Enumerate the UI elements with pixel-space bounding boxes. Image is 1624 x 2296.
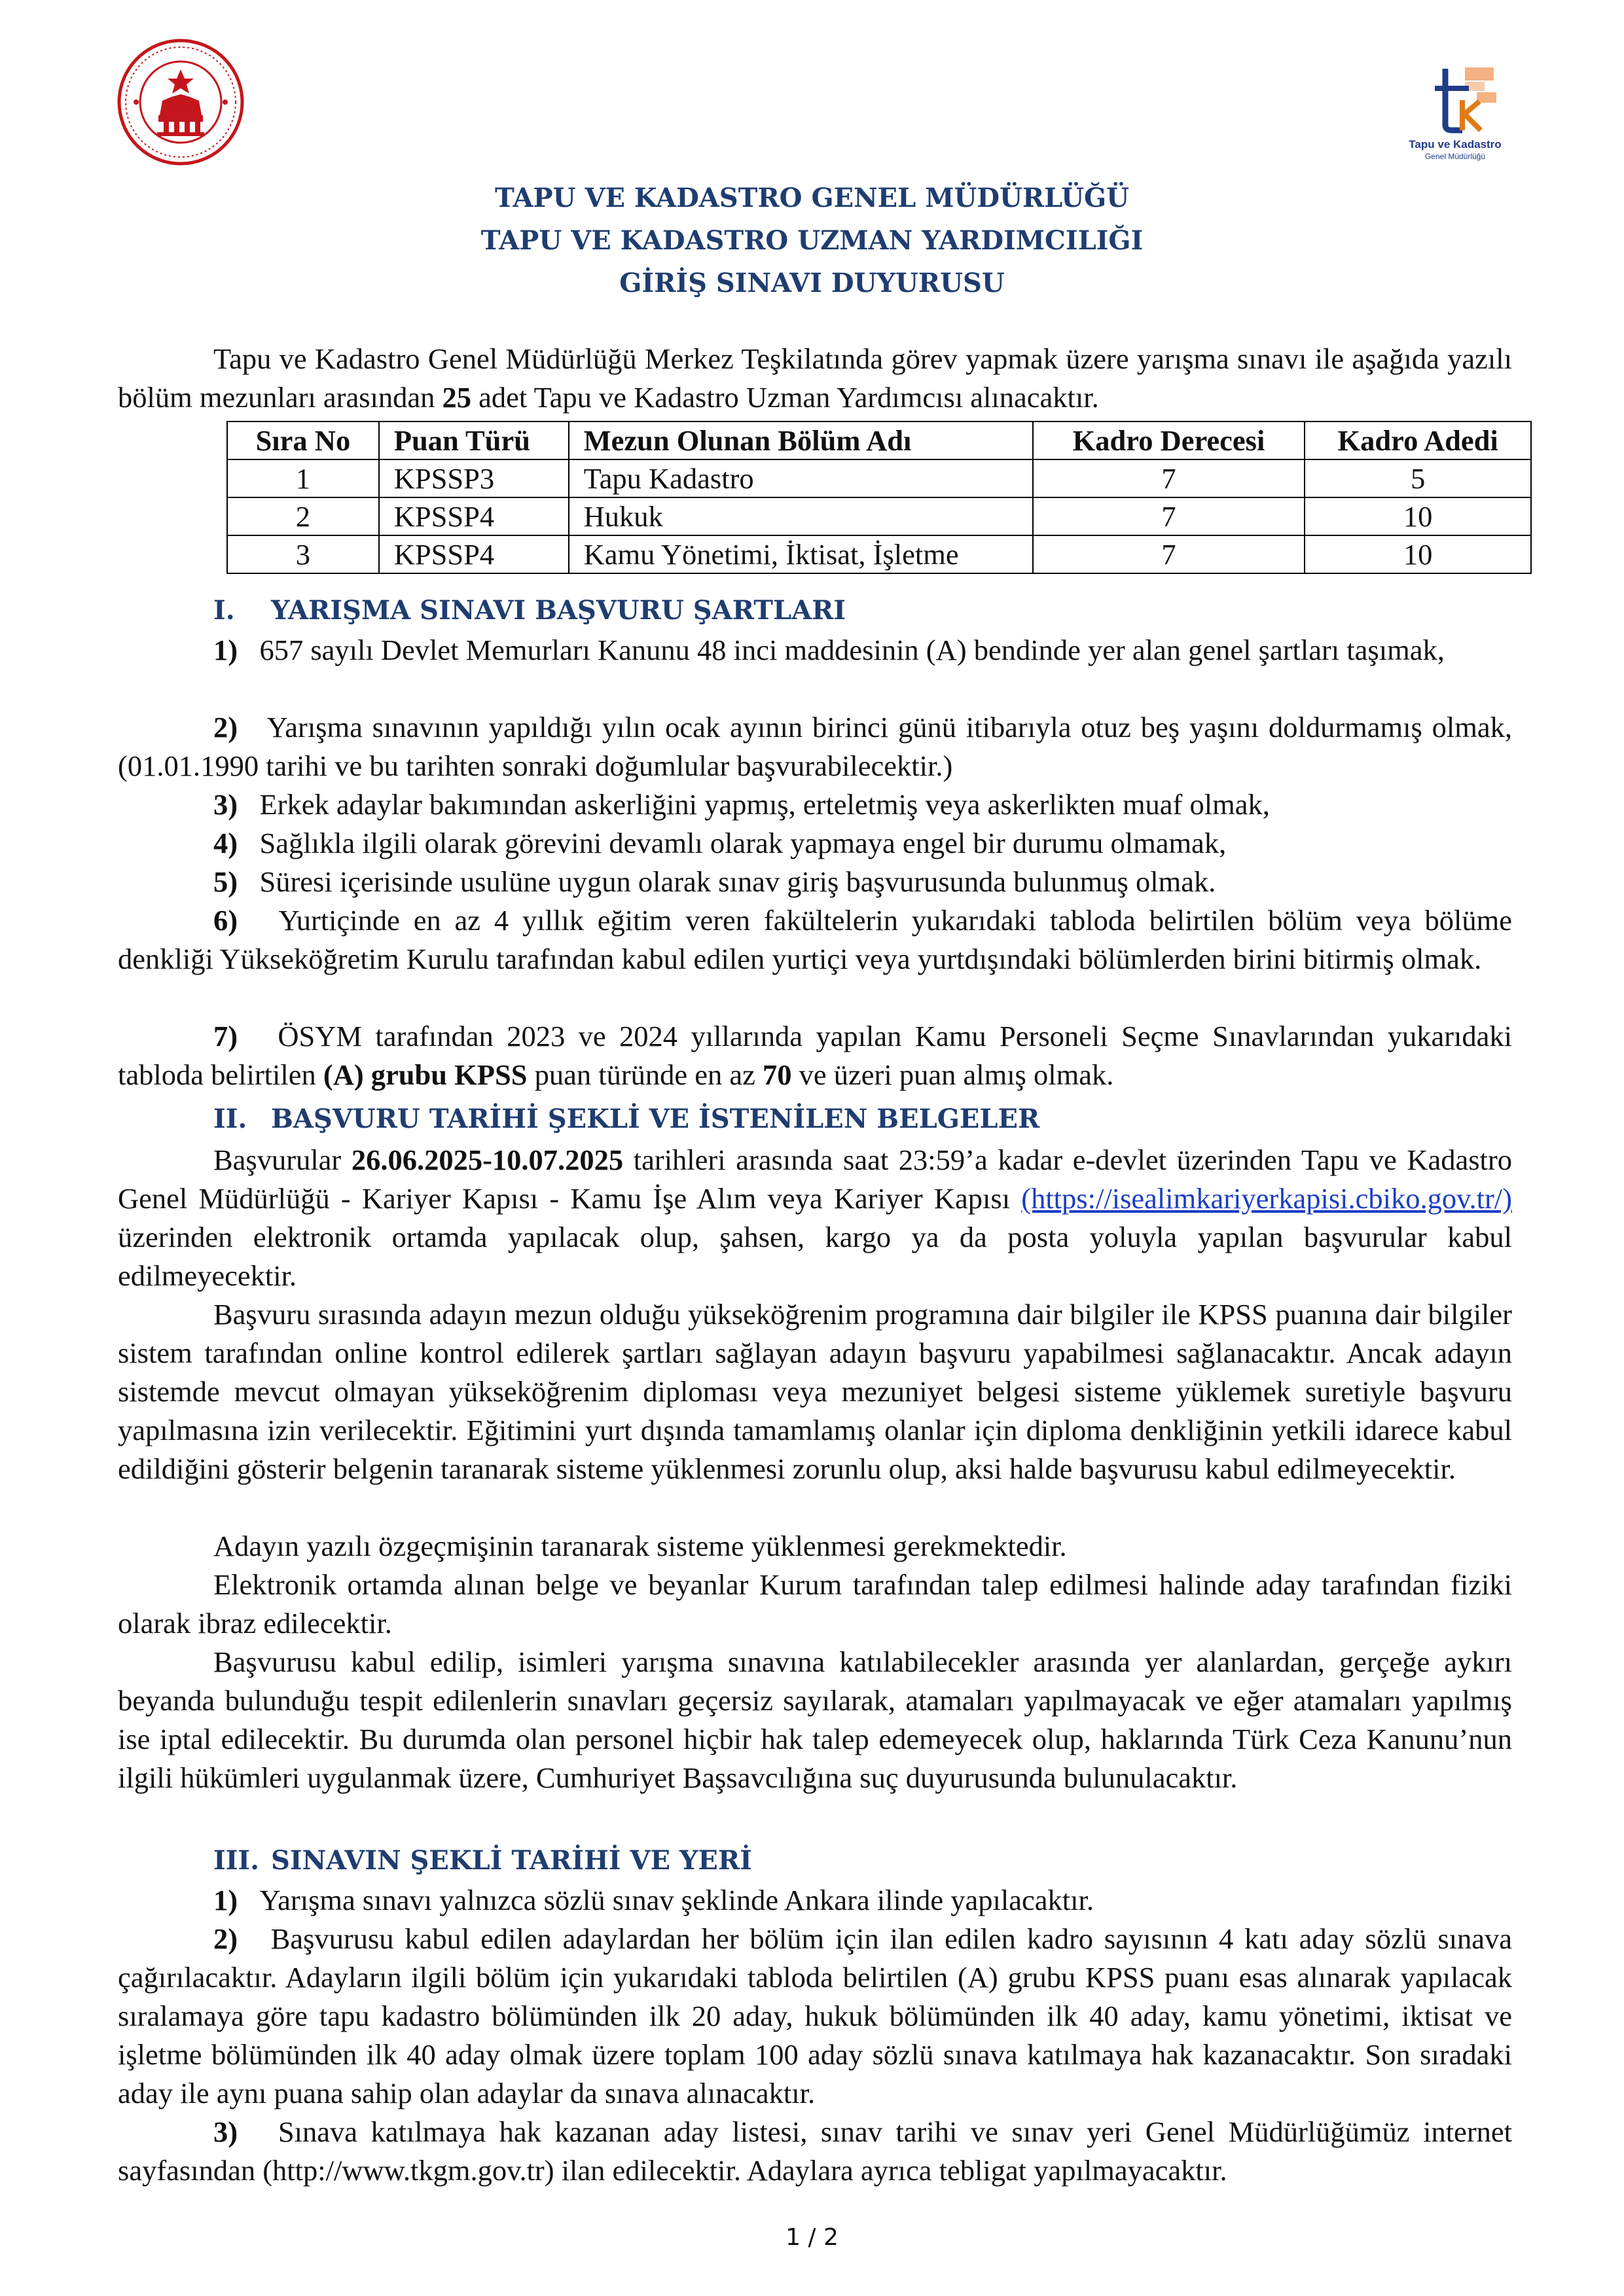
table-cell: KPSSP4: [379, 535, 569, 573]
title-line-3: GİRİŞ SINAVI DUYURUSU: [619, 268, 1005, 298]
table-header: Puan Türü: [379, 422, 569, 459]
table-cell: 1: [227, 459, 379, 497]
table-cell: 7: [1033, 535, 1305, 573]
table-cell: 2: [227, 497, 379, 535]
table-row: [227, 497, 1531, 535]
document-title: [0, 177, 1624, 304]
section-2-paragraph-4: Elektronik ortamda alınan belge ve beyanlar Kurum tarafından talep edilmesi halinde aday tarafından fiziki olarak ibraz edilecektir.: [118, 1568, 1512, 1640]
section-1-heading: I. YARIŞMA SINAVI BAŞVURU ŞARTLARI: [213, 595, 846, 626]
intro-count: 25: [442, 381, 472, 414]
condition-item-7: 7) ÖSYM tarafından 2023 ve 2024 yıllarında yapılan Kamu Personeli Seçme Sınavlarından yukarıdaki tabloda belirtilen (A) grubu KPSS puan türünde en az 70 ve üzeri puan almış olmak.: [118, 1020, 1513, 1091]
section-3-heading: III. SINAVIN ŞEKLİ TARİHİ VE YERİ: [213, 1845, 752, 1876]
section-2-heading: II. BAŞVURU TARİHİ ŞEKLİ VE İSTENİLEN BELGELER: [213, 1103, 1040, 1134]
table-header-row: [227, 422, 1531, 459]
institution-seal-logo: [117, 38, 245, 166]
section-2-paragraph-2: Başvuru sırasında adayın mezun olduğu yükseköğrenim programına dair bilgiler ile KPSS puanına dair bilgiler sistem tarafından online kontrol edilerek şartları sağlayan adayın başvuru yapabilmesi sağlanacaktır. Ancak adayın sistemde mevcut olmayan yükseköğrenim diploması veya mezuniyet belgesi sisteme yüklemek suretiyle başvuru yapılmasına izin verilecektir. Eğitimini yurt dışında tamamlamış olanlar için diploma denkliğinin yetkili idarece kabul edildiğini gösterir belgenin taranarak sisteme yüklenmesi zorunlu olup, aksi halde başvurusu kabul edilmeyecektir.: [118, 1298, 1512, 1485]
condition-item-4: 4) Sağlıkla ilgili olarak görevini devamlı olarak yapmaya engel bir durumu olmamak,: [213, 827, 1227, 859]
cadre-table: [226, 421, 1532, 574]
table-cell: KPSSP4: [379, 497, 569, 535]
application-paragraph: Başvurular 26.06.2025-10.07.2025 tarihleri arasında saat 23:59’a kadar e-devlet üzerinden Tapu ve Kadastro Genel Müdürlüğü - Kariyer Kapısı - Kamu İşe Alım veya Kariyer Kapısı (https://isealimkariyerkapisi.cbiko.gov.tr/) üzerinden elektronik ortamda yapılacak olup, şahsen, kargo ya da posta yoluyla yapılan başvurular kabul edilmeyecektir.: [118, 1143, 1512, 1292]
tkgm-logo-icon: [1399, 62, 1511, 135]
exam-item-1: 1) Yarışma sınavı yalnızca sözlü sınav şeklinde Ankara ilinde yapılacaktır.: [213, 1884, 1094, 1916]
table-cell: 5: [1305, 459, 1531, 497]
application-dates: 26.06.2025-10.07.2025: [351, 1143, 624, 1176]
table-header: Sıra No: [227, 422, 379, 459]
table-cell: Tapu Kadastro: [569, 459, 1033, 497]
table-cell: Hukuk: [569, 497, 1033, 535]
section-2-paragraph-3: Adayın yazılı özgeçmişinin taranarak sisteme yüklenmesi gerekmektedir.: [213, 1530, 1067, 1562]
table-header: Kadro Adedi: [1305, 422, 1531, 459]
career-gate-link[interactable]: (https://isealimkariyerkapisi.cbiko.gov.tr/): [1021, 1182, 1512, 1215]
title-line-1: TAPU VE KADASTRO GENEL MÜDÜRLÜĞÜ: [494, 183, 1130, 213]
table-cell: 3: [227, 535, 379, 573]
logo-brand-subtext: Genel Müdürlüğü: [1424, 152, 1486, 161]
title-line-2: TAPU VE KADASTRO UZMAN YARDIMCILIĞI: [480, 225, 1144, 256]
page-number: 1 / 2: [785, 2224, 839, 2251]
table-cell: KPSSP3: [379, 459, 569, 497]
tbmm-seal-icon: [117, 38, 245, 166]
table-cell: 7: [1033, 497, 1305, 535]
table-row: [227, 459, 1531, 497]
table-cell: Kamu Yönetimi, İktisat, İşletme: [569, 535, 1033, 573]
intro-paragraph: Tapu ve Kadastro Genel Müdürlüğü Merkez Teşkilatında görev yapmak üzere yarışma sınavı ile aşağıda yazılı bölüm mezunları arasından 25 adet Tapu ve Kadastro Uzman Yardımcısı alınacaktır.: [118, 342, 1512, 414]
condition-item-3: 3) Erkek adaylar bakımından askerliğini yapmış, erteletmiş veya askerlikten muaf olmak,: [213, 788, 1270, 821]
condition-item-2: 2) Yarışma sınavının yapıldığı yılın ocak ayının birinci günü itibarıyla otuz beş yaşını doldurmamış olmak, (01.01.1990 tarihi ve bu tarihten sonraki doğumlular başvurabilecektir.): [118, 711, 1512, 782]
table-cell: 10: [1305, 535, 1531, 573]
tkgm-logo: [1399, 62, 1511, 170]
exam-item-3: 3) Sınava katılmaya hak kazanan aday listesi, sınav tarihi ve sınav yeri Genel Müdürlüğümüz internet sayfasından (http://www.tkgm.gov.tr) ilan edilecektir. Adaylara ayrıca tebligat yapılmayacaktır.: [118, 2115, 1512, 2187]
logo-brand-text: Tapu ve Kadastro: [1409, 138, 1502, 151]
condition-item-1: 1) 657 sayılı Devlet Memurları Kanunu 48 inci maddesinin (A) bendinde yer alan genel şartları taşımak,: [213, 634, 1445, 666]
table-header: Mezun Olunan Bölüm Adı: [569, 422, 1033, 459]
table-row: [227, 535, 1531, 573]
condition-item-5: 5) Süresi içerisinde usulüne uygun olarak sınav giriş başvurusunda bulunmuş olmak.: [213, 865, 1216, 898]
table-cell: 7: [1033, 459, 1305, 497]
table-header: Kadro Derecesi: [1033, 422, 1305, 459]
table-cell: 10: [1305, 497, 1531, 535]
condition-item-6: 6) Yurtiçinde en az 4 yıllık eğitim veren fakültelerin yukarıdaki tabloda belirtilen bölüm veya bölüme denkliği Yükseköğretim Kurulu tarafından kabul edilen yurtiçi veya yurtdışındaki bölümlerden birini bitirmiş olmak.: [118, 904, 1513, 975]
section-2-paragraph-5: Başvurusu kabul edilip, isimleri yarışma sınavına katılabilecekler arasında yer alanlardan, gerçeğe aykırı beyanda bulunduğu tespit edilenlerin sınavları geçersiz sayılarak, atamaları yapılmayacak ve eğer atamaları yapılmış ise iptal edilecektir. Bu durumda olan personel hiçbir hak talep edemeyecek olup, haklarında Türk Ceza Kanunu’nun ilgili hükümleri uygulanmak üzere, Cumhuriyet Başsavcılığına suç duyurusunda bulunulacaktır.: [118, 1645, 1512, 1794]
exam-item-2: 2) Başvurusu kabul edilen adaylardan her bölüm için ilan edilen kadro sayısının 4 katı aday sözlü sınava çağırılacaktır. Adayların ilgili bölüm için yukarıdaki tabloda belirtilen (A) grubu KPSS puanı esas alınarak yapılacak sıralamaya göre tapu kadastro bölümünden ilk 20 aday, hukuk bölümünden ilk 40 aday, kamu yönetimi, iktisat ve işletme bölümünden ilk 40 aday olmak üzere toplam 100 aday sözlü sınava katılmaya hak kazanacaktır. Son sıradaki aday ile aynı puana sahip olan adaylar da sınava alınacaktır.: [118, 1922, 1512, 2109]
